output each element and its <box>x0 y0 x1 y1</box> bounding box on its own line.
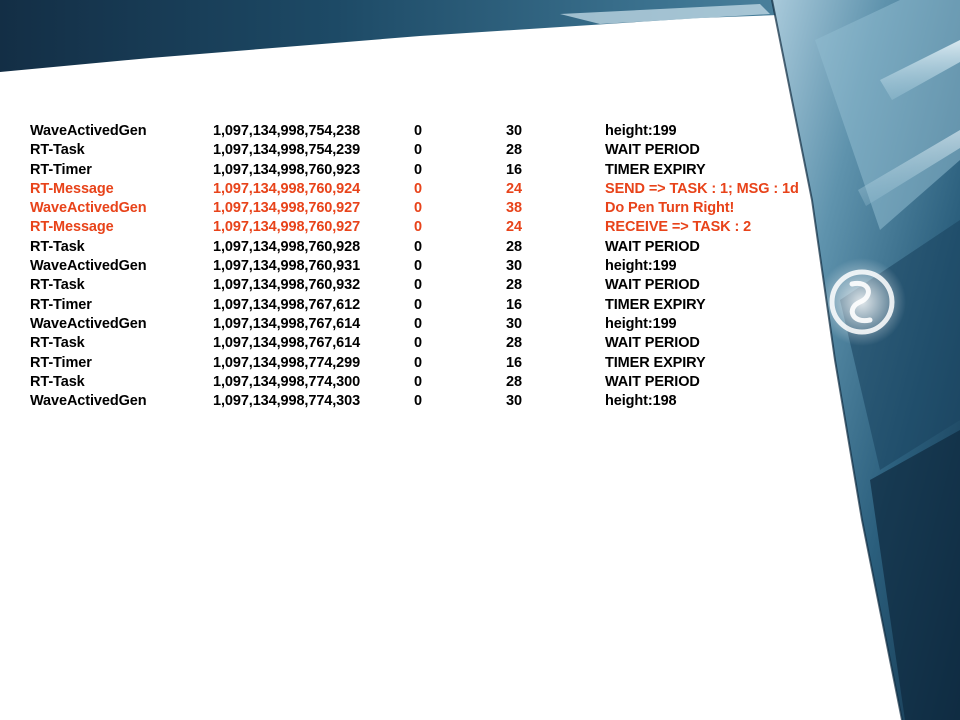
log-timestamp: 1,097,134,998,760,923 <box>213 161 361 178</box>
log-row <box>0 199 960 218</box>
log-source-name: WaveActivedGen <box>30 258 147 275</box>
log-flag: 0 <box>414 315 422 332</box>
log-size: 28 <box>506 238 522 255</box>
log-message: height:199 <box>605 258 677 275</box>
log-message: WAIT PERIOD <box>605 142 700 159</box>
log-source-name: RT-Message <box>30 219 114 236</box>
log-timestamp: 1,097,134,998,760,932 <box>213 277 361 294</box>
log-timestamp: 1,097,134,998,760,927 <box>213 200 361 217</box>
log-source-name: RT-Task <box>30 238 85 255</box>
log-timestamp: 1,097,134,998,760,931 <box>213 258 361 275</box>
log-message: TIMER EXPIRY <box>605 354 706 371</box>
log-flag: 0 <box>414 373 422 390</box>
log-timestamp: 1,097,134,998,767,614 <box>213 315 361 332</box>
log-flag: 0 <box>414 393 422 410</box>
log-size: 28 <box>506 277 522 294</box>
log-row <box>0 296 960 315</box>
log-size: 16 <box>506 161 522 178</box>
log-message: TIMER EXPIRY <box>605 161 706 178</box>
log-row <box>0 315 960 334</box>
log-size: 28 <box>506 142 522 159</box>
log-size: 16 <box>506 296 522 313</box>
log-source-name: RT-Task <box>30 142 85 159</box>
log-source-name: WaveActivedGen <box>30 393 147 410</box>
log-timestamp: 1,097,134,998,774,300 <box>213 373 361 390</box>
log-row <box>0 180 960 199</box>
log-source-name: RT-Task <box>30 277 85 294</box>
log-size: 30 <box>506 393 522 410</box>
log-row <box>0 257 960 276</box>
log-size: 24 <box>506 219 522 236</box>
log-message: height:198 <box>605 393 677 410</box>
log-flag: 0 <box>414 277 422 294</box>
log-message: height:199 <box>605 123 677 139</box>
log-timestamp: 1,097,134,998,767,614 <box>213 335 361 352</box>
log-flag: 0 <box>414 296 422 313</box>
log-flag: 0 <box>414 200 422 217</box>
log-message: height:199 <box>605 315 677 332</box>
log-source-name: RT-Task <box>30 373 85 390</box>
log-timestamp: 1,097,134,998,774,299 <box>213 354 361 371</box>
log-flag: 0 <box>414 335 422 352</box>
log-flag: 0 <box>414 161 422 178</box>
log-size: 28 <box>506 373 522 390</box>
log-row <box>0 218 960 237</box>
log-timestamp: 1,097,134,998,754,239 <box>213 142 361 159</box>
log-size: 24 <box>506 180 522 197</box>
log-row <box>0 141 960 160</box>
log-source-name: RT-Timer <box>30 296 92 313</box>
log-message: SEND => TASK : 1; MSG : 1d <box>605 180 799 197</box>
log-message: RECEIVE => TASK : 2 <box>605 219 752 236</box>
log-size: 30 <box>506 315 522 332</box>
log-flag: 0 <box>414 142 422 159</box>
log-message: TIMER EXPIRY <box>605 296 706 313</box>
log-timestamp: 1,097,134,998,760,928 <box>213 238 361 255</box>
log-flag: 0 <box>414 180 422 197</box>
log-message: WAIT PERIOD <box>605 373 700 390</box>
log-flag: 0 <box>414 238 422 255</box>
log-flag: 0 <box>414 219 422 236</box>
log-timestamp: 1,097,134,998,760,927 <box>213 219 361 236</box>
log-source-name: WaveActivedGen <box>30 200 147 217</box>
log-timestamp: 1,097,134,998,754,238 <box>213 123 361 139</box>
log-flag: 0 <box>414 258 422 275</box>
log-source-name: WaveActivedGen <box>30 123 147 139</box>
log-size: 16 <box>506 354 522 371</box>
log-row <box>0 354 960 373</box>
log-message: WAIT PERIOD <box>605 277 700 294</box>
log-message: WAIT PERIOD <box>605 335 700 352</box>
log-source-name: RT-Task <box>30 335 85 352</box>
log-table <box>0 122 960 411</box>
log-row <box>0 161 960 180</box>
log-row <box>0 334 960 353</box>
log-row <box>0 122 960 141</box>
log-timestamp: 1,097,134,998,767,612 <box>213 296 361 313</box>
log-row <box>0 392 960 411</box>
log-flag: 0 <box>414 123 422 139</box>
log-source-name: RT-Timer <box>30 354 92 371</box>
log-flag: 0 <box>414 354 422 371</box>
log-source-name: WaveActivedGen <box>30 315 147 332</box>
log-size: 30 <box>506 258 522 275</box>
log-timestamp: 1,097,134,998,760,924 <box>213 180 361 197</box>
log-size: 38 <box>506 200 522 217</box>
log-size: 30 <box>506 123 522 139</box>
log-message: WAIT PERIOD <box>605 238 700 255</box>
log-size: 28 <box>506 335 522 352</box>
log-row <box>0 238 960 257</box>
log-source-name: RT-Message <box>30 180 114 197</box>
log-timestamp: 1,097,134,998,774,303 <box>213 393 361 410</box>
log-row <box>0 276 960 295</box>
log-source-name: RT-Timer <box>30 161 92 178</box>
log-message: Do Pen Turn Right! <box>605 200 735 217</box>
log-row <box>0 373 960 392</box>
